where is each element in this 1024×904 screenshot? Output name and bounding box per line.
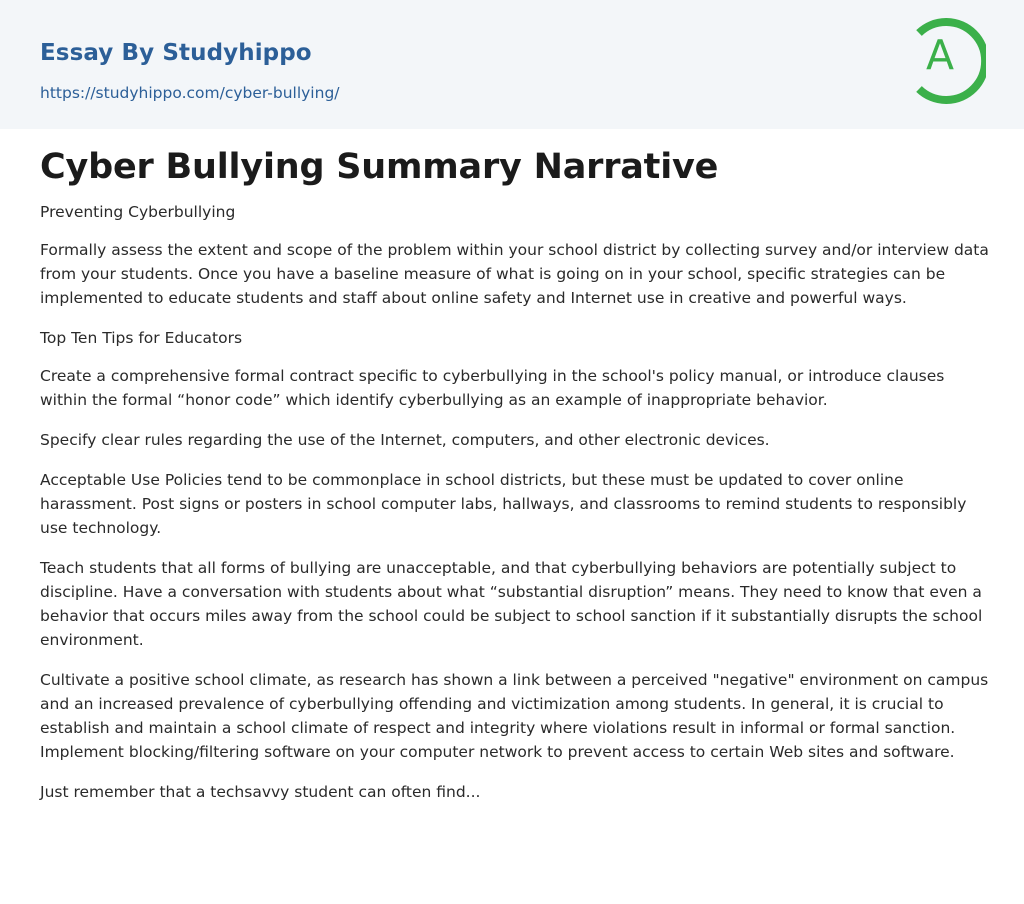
tip-paragraph: Cultivate a positive school climate, as research has shown a link between a perceived "negative" environment on campus and an increased prevalence of cyberbullying offending and victimization among students. In general, it is crucial to establish and maintain a school climate of respect and integrity where violations result in informal or formal sanction. Implement blocking/filtering software on your computer network to prevent access to certain Web sites and software. (40, 671, 989, 761)
intro-paragraph: Formally assess the extent and scope of the problem within your school district by collecting survey and/or interview data from your students. Once you have a baseline measure of what is going on in your school, specific strategies can be implemented to educate students and staff about online safety and Internet use in creative and powerful ways. (40, 241, 989, 307)
logo-letter: A (925, 31, 955, 79)
article-title: Cyber Bullying Summary Narrative (40, 147, 719, 187)
tip-paragraph: Teach students that all forms of bullying are unacceptable, and that cyberbullying behaviors are potentially subject to discipline. Have a conversation with students about what “substantial disruption” means. They need to know that even a behavior that occurs miles away from the school could be subject to school sanction if it substantially disrupts the school environment. (40, 559, 983, 649)
article-subtitle: Preventing Cyberbullying (40, 203, 236, 221)
studyhippo-logo-icon[interactable] (910, 18, 986, 106)
tips-heading: Top Ten Tips for Educators (40, 329, 243, 347)
page-header (0, 0, 1024, 129)
tip-paragraph: Acceptable Use Policies tend to be commonplace in school districts, but these must be updated to cover online harassment. Post signs or posters in school computer labs, hallways, and classrooms to remind students to responsibly use technology. (40, 471, 967, 537)
truncated-paragraph: Just remember that a techsavvy student can often find... (40, 783, 481, 801)
article-content (40, 146, 990, 820)
site-brand[interactable]: Essay By Studyhippo (40, 40, 312, 66)
tip-paragraph: Specify clear rules regarding the use of the Internet, computers, and other electronic devices. (40, 431, 770, 449)
essay-url-link[interactable]: https://studyhippo.com/cyber-bullying/ (40, 84, 340, 102)
tip-paragraph: Create a comprehensive formal contract specific to cyberbullying in the school's policy manual, or introduce clauses within the formal “honor code” which identify cyberbullying as an example of inappropriate behavior. (40, 367, 945, 409)
